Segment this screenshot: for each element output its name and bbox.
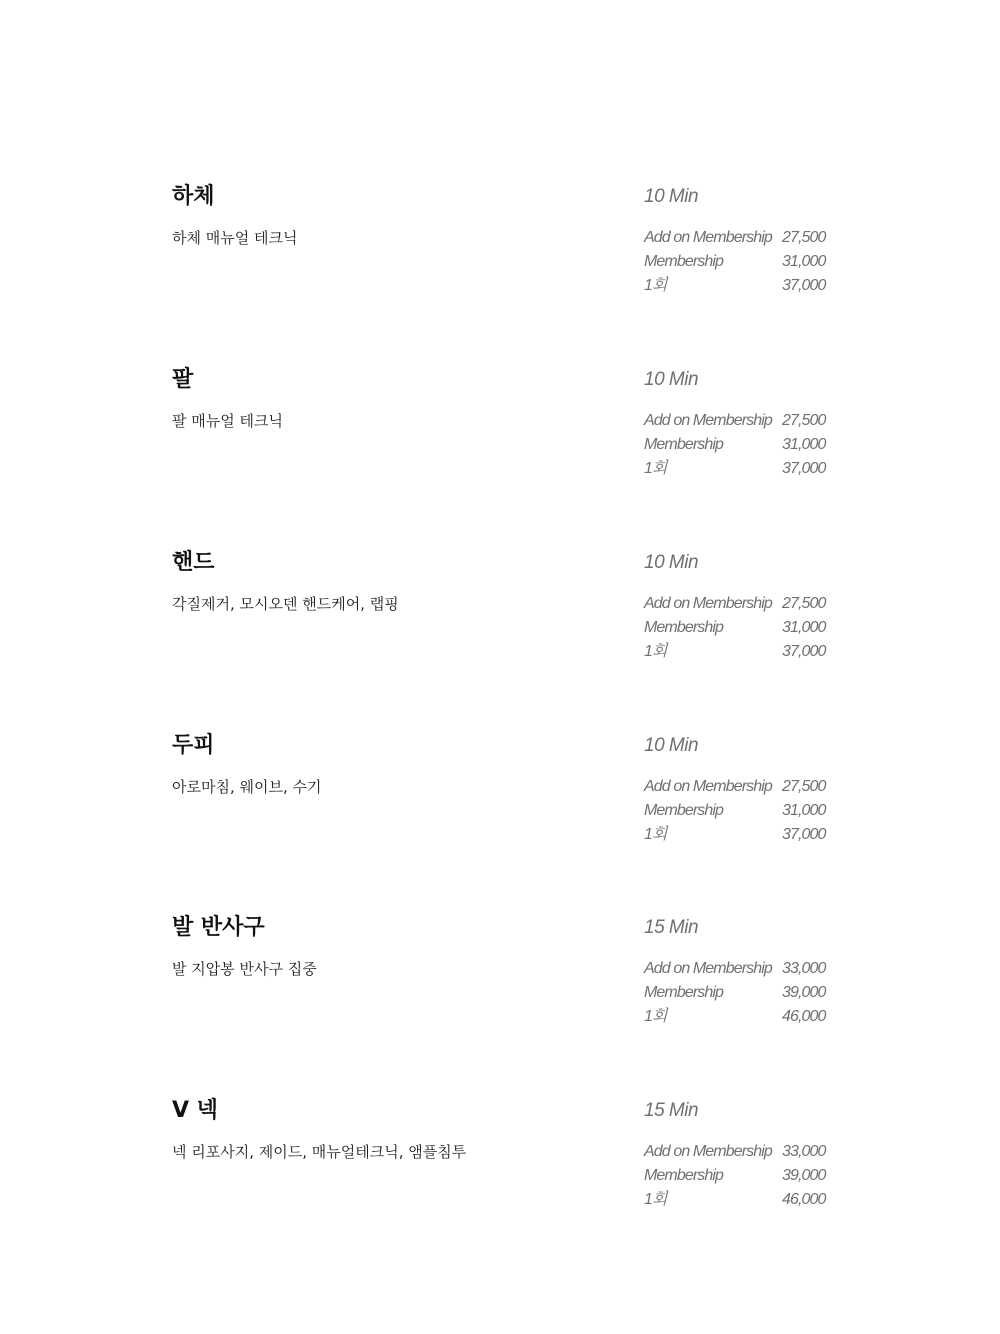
price-label: 1회 (644, 1007, 667, 1025)
price-row (644, 228, 844, 252)
price-value: 27,500 (782, 412, 826, 429)
price-list (644, 594, 844, 665)
price-label: Add on Membership (644, 960, 772, 977)
service-duration: 10 Min (644, 552, 699, 573)
price-value: 37,000 (782, 276, 826, 294)
service-item (0, 366, 1000, 516)
price-label: Add on Membership (644, 1143, 772, 1160)
price-row (644, 642, 844, 666)
service-duration: 15 Min (644, 1100, 699, 1121)
price-label: Add on Membership (644, 595, 772, 612)
price-label: 1회 (644, 276, 667, 294)
service-title: 팔 (172, 367, 194, 392)
price-label: 1회 (644, 642, 667, 660)
price-label: Membership (644, 435, 724, 453)
price-row (644, 459, 844, 483)
service-title: 두피 (172, 733, 215, 758)
price-value: 46,000 (782, 1007, 826, 1025)
price-value: 39,000 (782, 983, 826, 1001)
price-row (644, 252, 844, 276)
price-label: Add on Membership (644, 778, 772, 795)
service-title: V 넥 (172, 1098, 218, 1123)
service-item (0, 732, 1000, 882)
service-description: 발 지압봉 반사구 집중 (172, 960, 317, 978)
price-label: Membership (644, 1166, 724, 1184)
price-row (644, 1190, 844, 1214)
price-row (644, 1007, 844, 1031)
price-list (644, 228, 844, 299)
price-value: 27,500 (782, 778, 826, 795)
price-value: 33,000 (782, 1143, 826, 1160)
service-item (0, 1097, 1000, 1247)
price-label: Membership (644, 983, 724, 1001)
price-value: 46,000 (782, 1190, 826, 1208)
price-value: 37,000 (782, 642, 826, 660)
price-value: 27,500 (782, 595, 826, 612)
price-label: 1회 (644, 825, 667, 843)
service-title: 하체 (172, 184, 215, 209)
service-description: 하체 매뉴얼 테크닉 (172, 229, 298, 247)
service-description: 넥 리포사지, 제이드, 매뉴얼테크닉, 앰플침투 (172, 1143, 467, 1161)
price-value: 27,500 (782, 229, 826, 246)
price-value: 37,000 (782, 459, 826, 477)
price-row (644, 411, 844, 435)
service-item (0, 183, 1000, 333)
price-row (644, 983, 844, 1007)
price-list (644, 411, 844, 482)
service-description: 각질제거, 모시오덴 핸드케어, 랩핑 (172, 595, 399, 613)
price-value: 39,000 (782, 1166, 826, 1184)
service-title: 발 반사구 (172, 915, 265, 940)
price-list (644, 1142, 844, 1213)
service-duration: 15 Min (644, 917, 699, 938)
price-row (644, 594, 844, 618)
price-value: 31,000 (782, 435, 826, 453)
price-label: Membership (644, 801, 724, 819)
price-row (644, 825, 844, 849)
price-row (644, 276, 844, 300)
service-duration: 10 Min (644, 186, 699, 207)
price-row (644, 777, 844, 801)
service-item (0, 914, 1000, 1064)
price-value: 31,000 (782, 801, 826, 819)
service-duration: 10 Min (644, 735, 699, 756)
price-list (644, 777, 844, 848)
price-row (644, 801, 844, 825)
price-row (644, 618, 844, 642)
price-row (644, 1166, 844, 1190)
price-value: 33,000 (782, 960, 826, 977)
price-list (644, 959, 844, 1030)
service-duration: 10 Min (644, 369, 699, 390)
service-description: 팔 매뉴얼 테크닉 (172, 412, 283, 430)
service-description: 아로마침, 웨이브, 수기 (172, 778, 322, 796)
price-label: Add on Membership (644, 229, 772, 246)
price-value: 31,000 (782, 618, 826, 636)
price-label: Membership (644, 618, 724, 636)
price-label: 1회 (644, 1190, 667, 1208)
price-value: 37,000 (782, 825, 826, 843)
price-label: 1회 (644, 459, 667, 477)
price-label: Add on Membership (644, 412, 772, 429)
service-title: 핸드 (172, 550, 215, 575)
price-value: 31,000 (782, 252, 826, 270)
price-label: Membership (644, 252, 724, 270)
price-row (644, 1142, 844, 1166)
service-item (0, 549, 1000, 699)
price-row (644, 435, 844, 459)
price-row (644, 959, 844, 983)
